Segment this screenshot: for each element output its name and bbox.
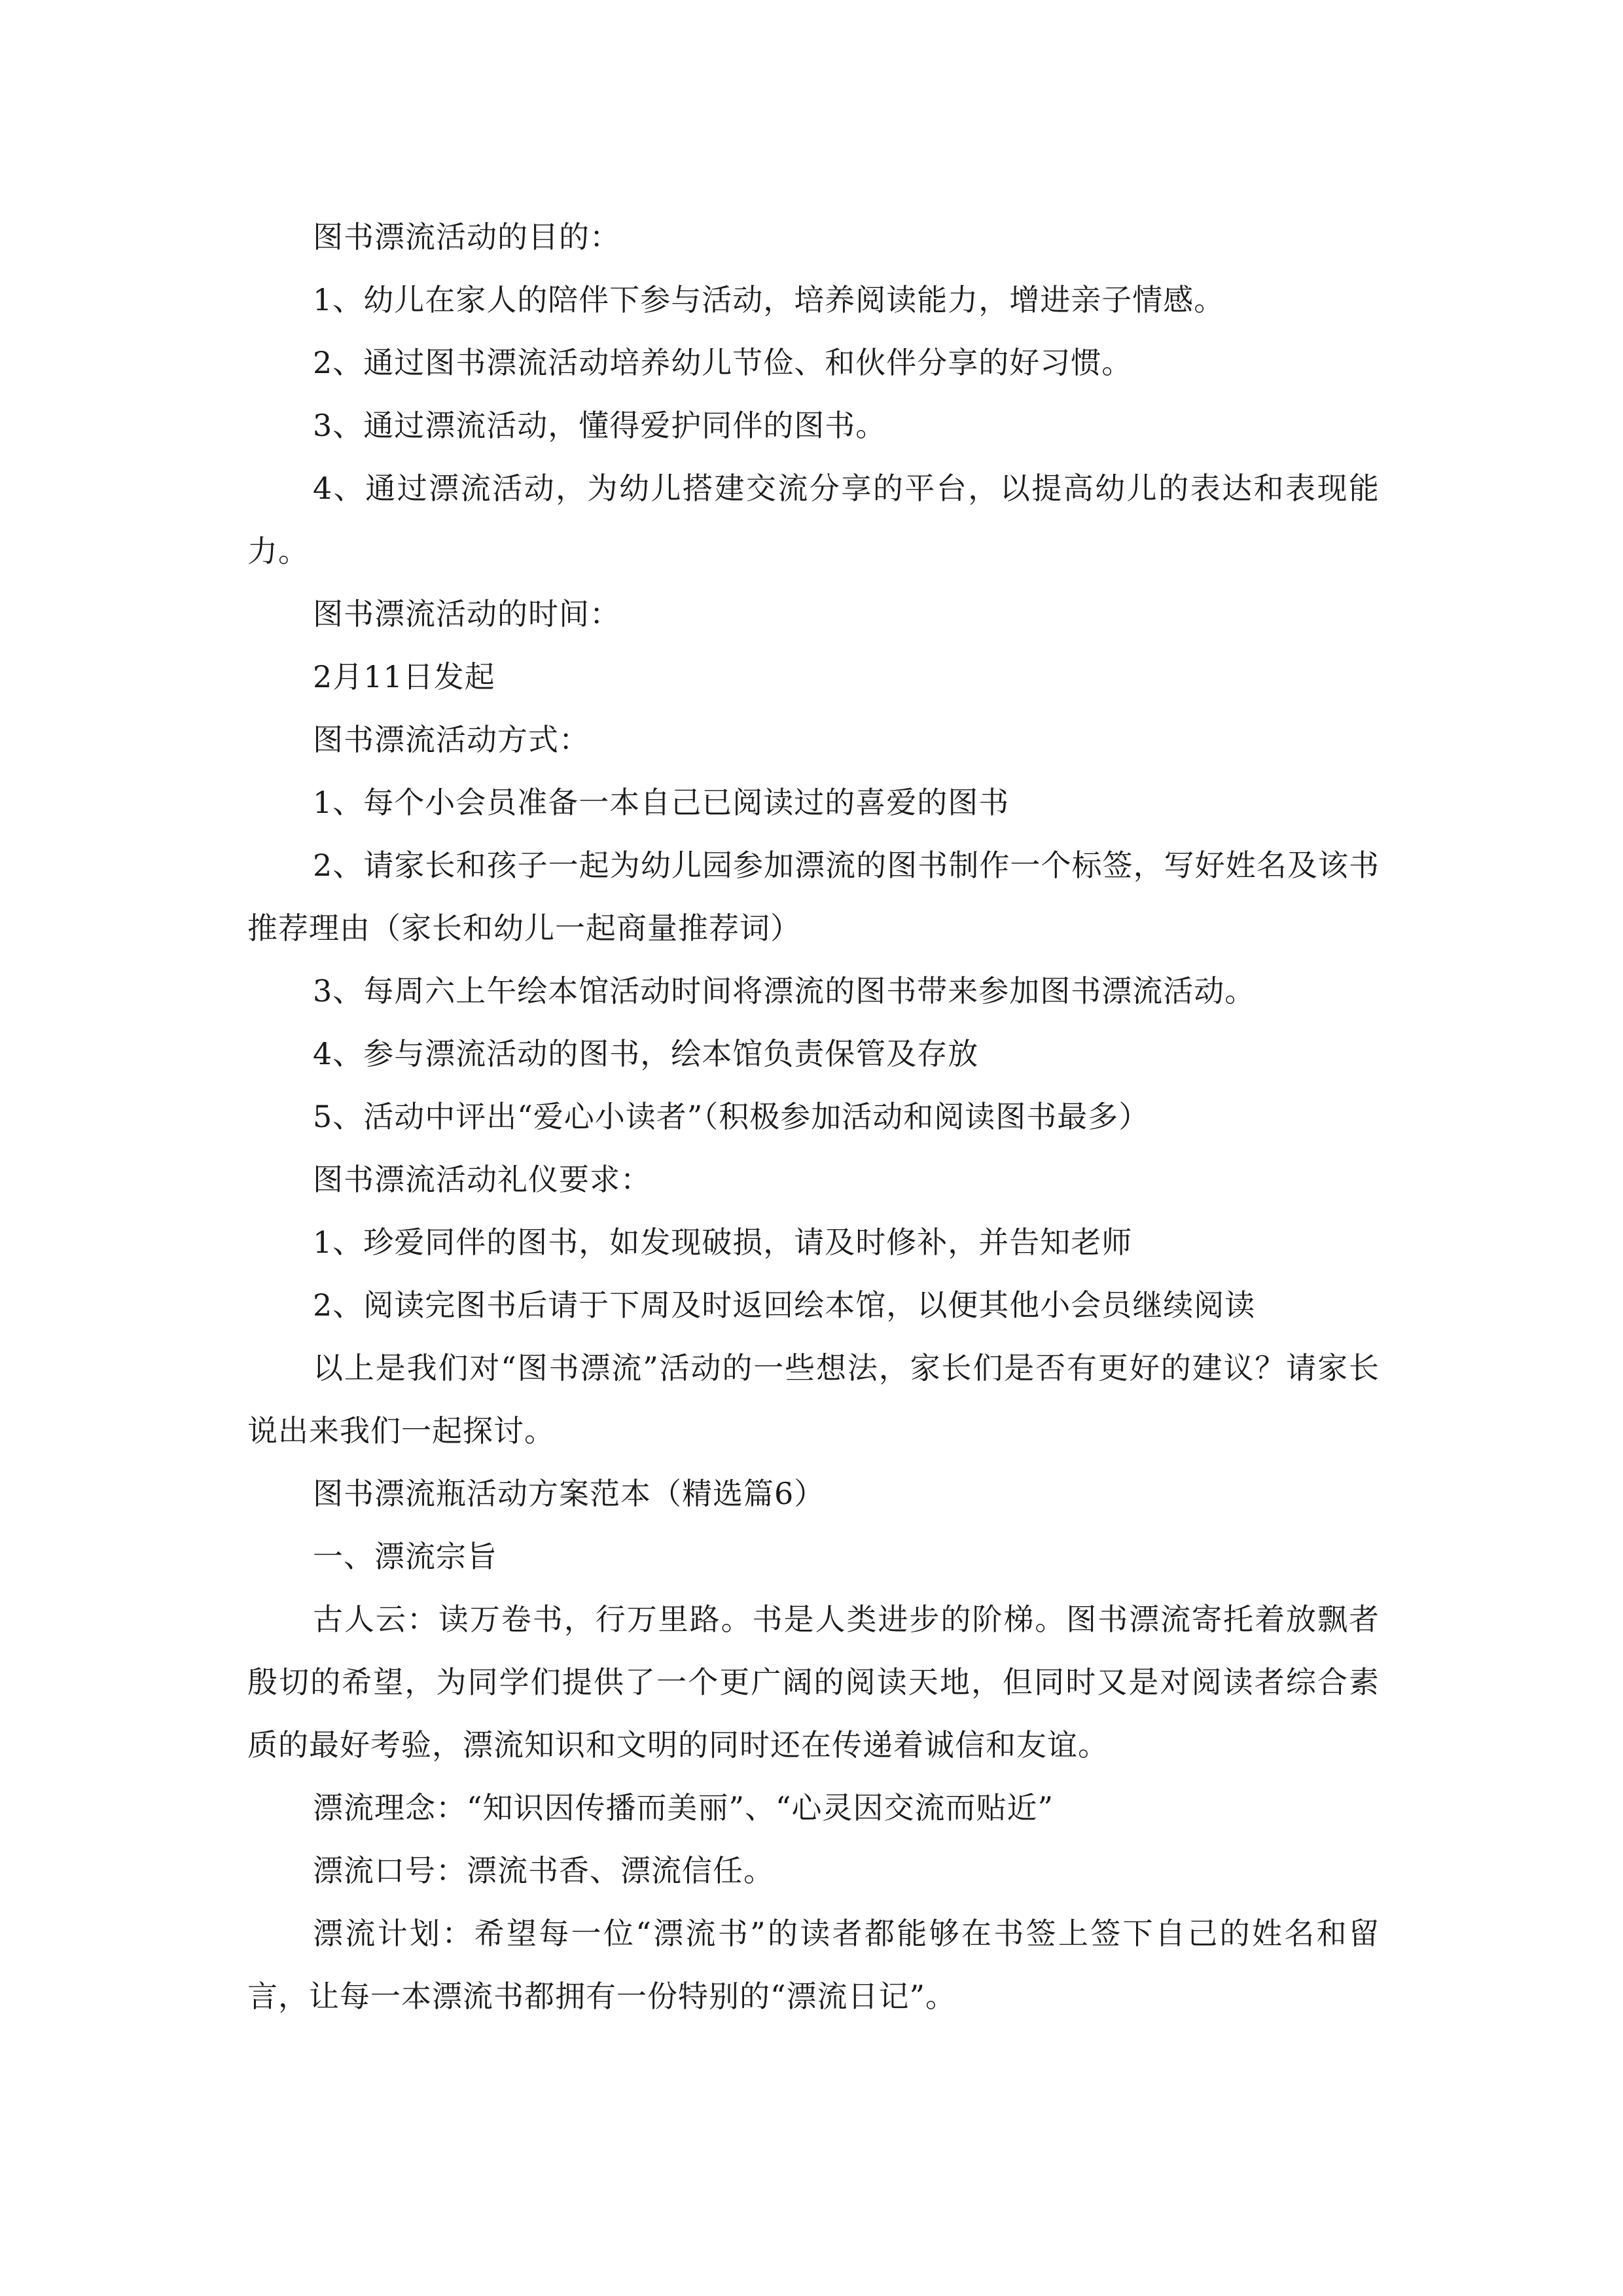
- document-body: [247, 206, 1380, 2028]
- heading-time: 图书漂流活动的时间：: [313, 596, 620, 632]
- paragraph: 漂流口号：漂流书香、漂流信任。: [313, 1853, 774, 1888]
- paragraph: 4、参与漂流活动的图书，绘本馆负责保管及存放: [313, 1036, 979, 1071]
- paragraph: 漂流理念：“知识因传播而美丽”、“心灵因交流而贴近”: [313, 1790, 1054, 1825]
- paragraph: 5、活动中评出“爱心小读者”（积极参加活动和阅读图书最多）: [313, 1099, 1150, 1134]
- section-title: 图书漂流瓶活动方案范本（精选篇6）: [313, 1476, 825, 1511]
- paragraph: 2、通过图书漂流活动培养幼儿节俭、和伙伴分享的好习惯。: [313, 345, 1133, 380]
- paragraph: 2月11日发起: [313, 659, 495, 694]
- paragraph: 以上是我们对“图书漂流”活动的一些想法，家长们是否有更好的建议？请家长说出来我们一起探讨。: [247, 1350, 1380, 1448]
- paragraph: 2、阅读完图书后请于下周及时返回绘本馆，以便其他小会员继续阅读: [313, 1287, 1256, 1323]
- paragraph: 3、每周六上午绘本馆活动时间将漂流的图书带来参加图书漂流活动。: [313, 973, 1256, 1009]
- heading-etiquette: 图书漂流活动礼仪要求：: [313, 1162, 651, 1197]
- heading-method: 图书漂流活动方式：: [313, 722, 590, 757]
- paragraph: 4、通过漂流活动，为幼儿搭建交流分享的平台，以提高幼儿的表达和表现能力。: [247, 471, 1380, 569]
- heading-purpose-2: 一、漂流宗旨: [313, 1539, 497, 1574]
- paragraph: 1、幼儿在家人的陪伴下参与活动，培养阅读能力，增进亲子情感。: [313, 282, 1225, 317]
- paragraph: 漂流计划：希望每一位“漂流书”的读者都能够在书签上签下自己的姓名和留言，让每一本漂流书都拥有一份特别的“漂流日记”。: [247, 1916, 1380, 2014]
- paragraph: 3、通过漂流活动，懂得爱护同伴的图书。: [313, 408, 887, 443]
- paragraph: 古人云：读万卷书，行万里路。书是人类进步的阶梯。图书漂流寄托着放飘者殷切的希望，为同学们提供了一个更广阔的阅读天地，但同时又是对阅读者综合素质的最好考验，漂流知识和文明的同时还在传递着诚信和友谊。: [247, 1602, 1380, 1763]
- heading-purpose: 图书漂流活动的目的：: [313, 219, 620, 255]
- paragraph: 2、请家长和孩子一起为幼儿园参加漂流的图书制作一个标签，写好姓名及该书推荐理由（家长和幼儿一起商量推荐词）: [247, 848, 1380, 946]
- paragraph: 1、每个小会员准备一本自己已阅读过的喜爱的图书: [313, 785, 1010, 820]
- paragraph: 1、珍爱同伴的图书，如发现破损，请及时修补，并告知老师: [313, 1225, 1133, 1260]
